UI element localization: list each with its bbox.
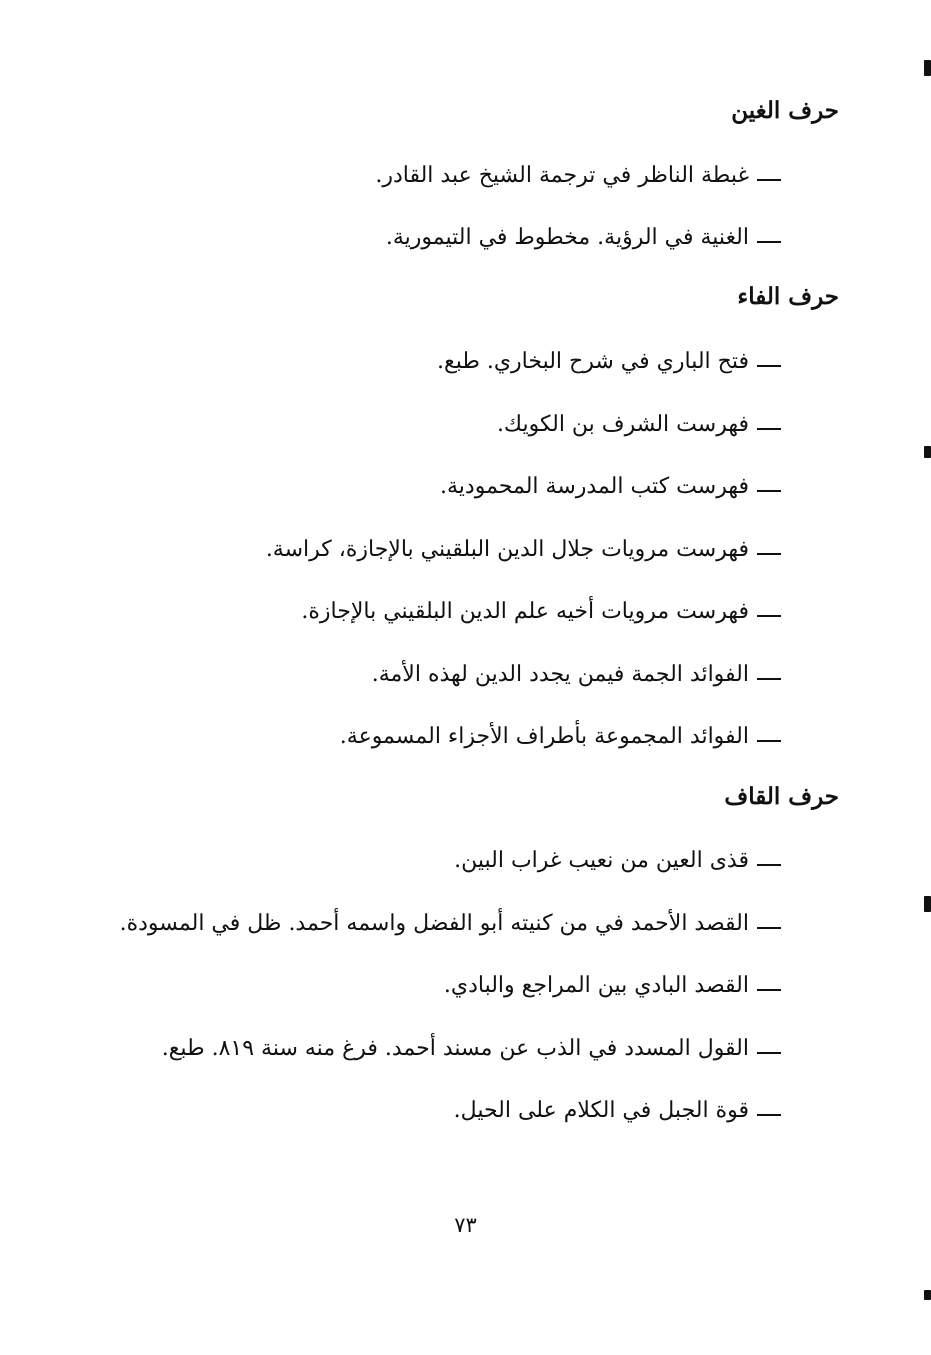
- page-number: ٧٣: [454, 1213, 477, 1237]
- entry-text: الفوائد الجمة فيمن يجدد الدين لهذه الأمة.: [371, 662, 749, 687]
- dash-marker: [757, 615, 781, 617]
- entry-text: فهرست مرويات جلال الدين البلقيني بالإجازة، كراسة.: [265, 537, 749, 562]
- list-item: [444, 970, 781, 1002]
- dash-marker: [757, 553, 781, 555]
- entry-text: فهرست كتب المدرسة المحمودية.: [440, 474, 749, 499]
- scan-edge-mark: [924, 60, 931, 76]
- dash-marker: [757, 989, 781, 991]
- dash-marker: [757, 490, 781, 492]
- entry-text: قذى العين من نعيب غراب البين.: [454, 848, 749, 873]
- list-item: [266, 534, 781, 566]
- dash-marker: [757, 365, 781, 367]
- dash-marker: [757, 428, 781, 430]
- list-item: [386, 222, 781, 254]
- list-item: [120, 908, 781, 940]
- entry-text: الغنية في الرؤية. مخطوط في التيمورية.: [385, 225, 749, 250]
- list-item: [437, 346, 781, 378]
- list-item: [440, 471, 781, 503]
- entry-text: القصد البادي بين المراجع والبادي.: [443, 973, 749, 998]
- entry-text: قوة الجبل في الكلام على الحيل.: [453, 1098, 749, 1123]
- dash-marker: [757, 927, 781, 929]
- entry-text: القصد الأحمد في من كنيته أبو الفضل واسمه أحمد. ظل في المسودة.: [119, 911, 749, 936]
- section-heading-ghayn: حرف الغين: [731, 97, 839, 124]
- entry-text: فهرست مرويات أخيه علم الدين البلقيني بالإجازة.: [301, 599, 749, 624]
- list-item: [375, 160, 781, 192]
- dash-marker: [757, 179, 781, 181]
- scan-edge-mark: [924, 1290, 931, 1300]
- entry-text: غبطة الناظر في ترجمة الشيخ عبد القادر.: [375, 163, 749, 188]
- dash-marker: [757, 678, 781, 680]
- dash-marker: [757, 740, 781, 742]
- dash-marker: [757, 1114, 781, 1116]
- entry-text: القول المسدد في الذب عن مسند أحمد. فرغ منه سنة ٨١٩. طبع.: [161, 1036, 749, 1061]
- dash-marker: [757, 241, 781, 243]
- dash-marker: [757, 864, 781, 866]
- list-item: [340, 721, 781, 753]
- list-item: [454, 845, 781, 877]
- scan-edge-mark: [924, 446, 931, 458]
- list-item: [497, 409, 781, 441]
- entry-text: فهرست الشرف بن الكويك.: [496, 412, 749, 437]
- entry-text: فتح الباري في شرح البخاري. طبع.: [437, 349, 749, 374]
- list-item: [454, 1095, 781, 1127]
- dash-marker: [757, 1052, 781, 1054]
- list-item: [372, 659, 781, 691]
- entry-text: الفوائد المجموعة بأطراف الأجزاء المسموعة.: [339, 724, 749, 749]
- scan-edge-mark: [924, 896, 931, 912]
- section-heading-fa: حرف الفاء: [737, 283, 839, 310]
- section-heading-qaf: حرف القاف: [724, 783, 839, 810]
- list-item: [301, 596, 781, 628]
- list-item: [162, 1033, 781, 1065]
